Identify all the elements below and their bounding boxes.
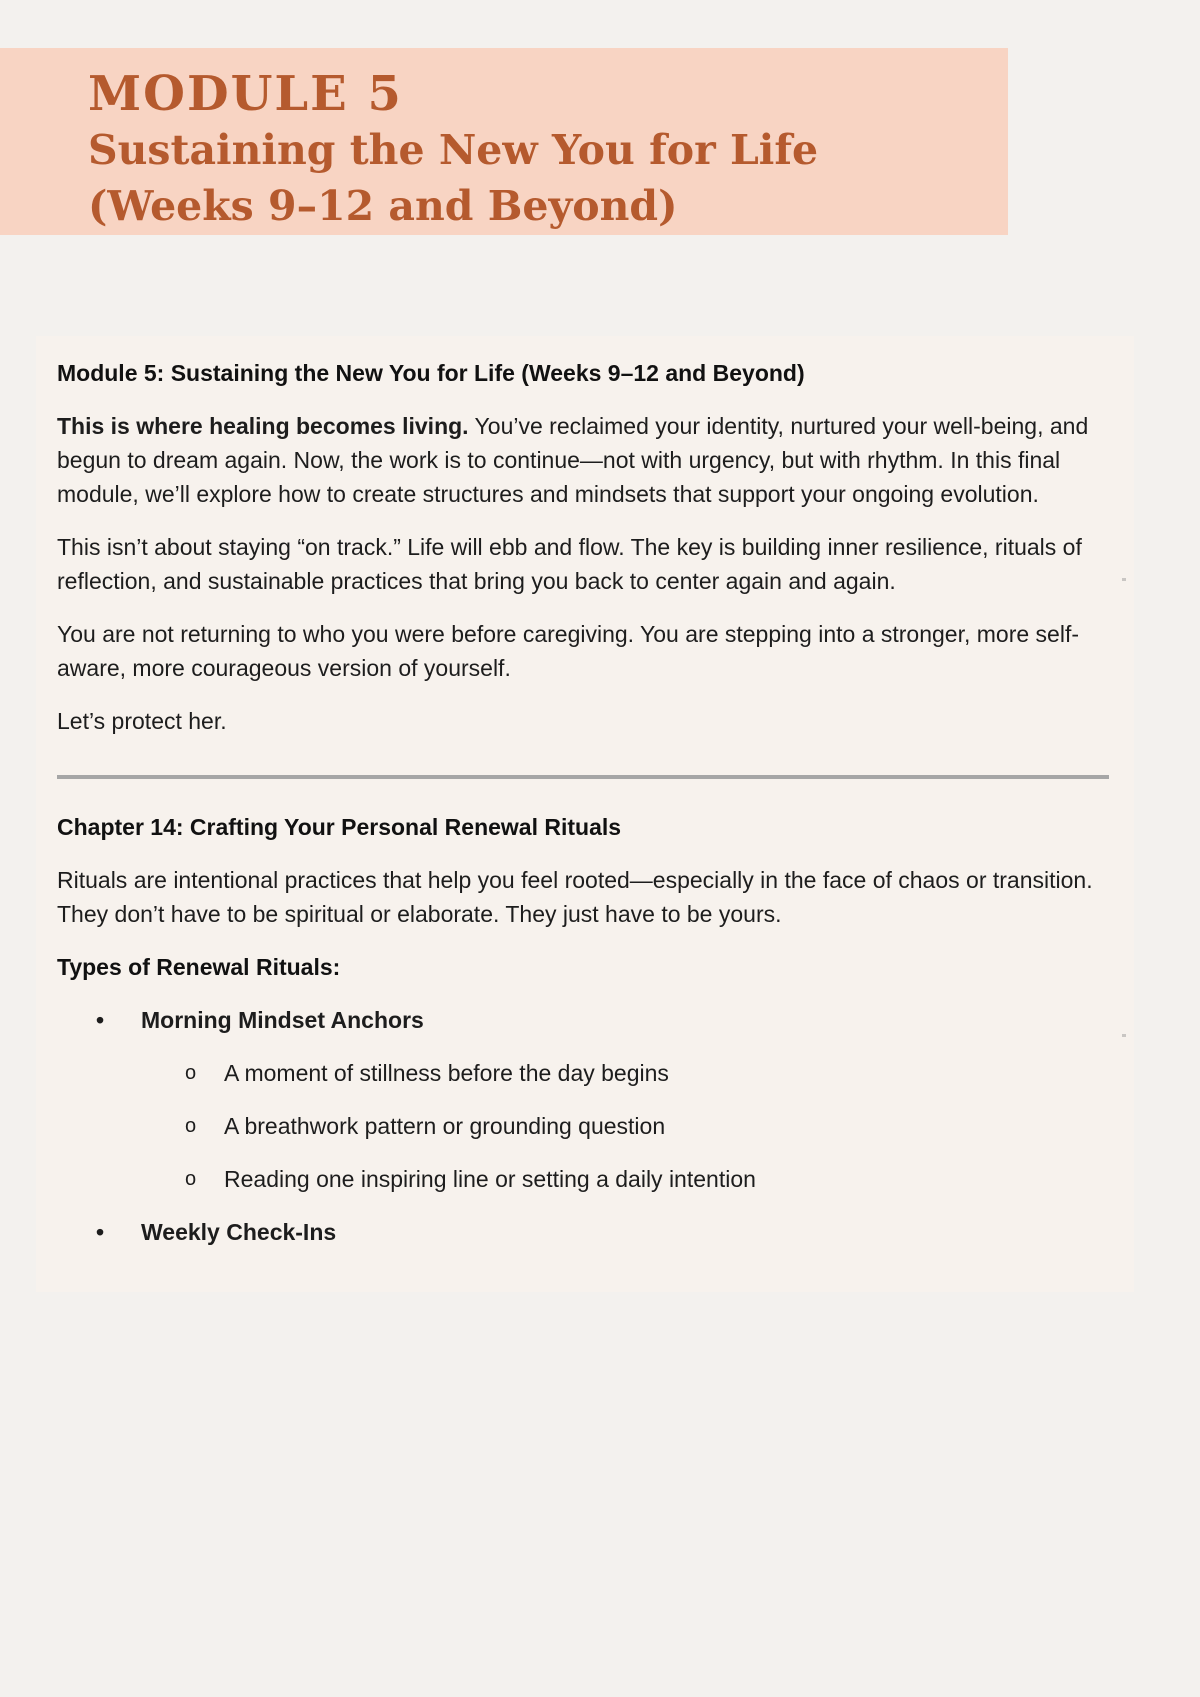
sublist-item-text: A breathwork pattern or grounding question [224,1113,666,1139]
sublist-item-text: Reading one inspiring line or setting a daily intention [224,1166,756,1192]
intro-text: You’ve reclaimed your identity, nurtured your well-being, and begun to dream again. Now, the work is to continue—not with urgency, but with rhythm. In this final module, we’ll explore how to create structures and mindsets that support your ongoing evolution. [57,413,1089,507]
rituals-types-heading: Types of Renewal Rituals: [57,954,341,980]
list-item-weekly-check-ins [57,1215,1127,1249]
bullet-icon: • [96,1007,105,1033]
list-item-morning-anchors [57,1003,1127,1196]
chapter-heading: Chapter 14: Crafting Your Personal Renewal Rituals [57,814,622,840]
hollow-bullet-icon: o [185,1062,197,1084]
chapter-intro: Rituals are intentional practices that help you feel rooted—especially in the face of chaos or transition. They don’t have to be spiritual or elaborate. They just have to be yours. [57,867,1093,927]
rituals-list [57,1003,1127,1249]
module-heading: Module 5: Sustaining the New You for Life (Weeks 9–12 and Beyond) [57,360,805,386]
ritual-sublist [141,1056,1127,1196]
hollow-bullet-icon: o [185,1168,197,1190]
ritual-label: Weekly Check-Ins [141,1219,337,1245]
hollow-bullet-icon: o [185,1115,197,1137]
sublist-item-text: A moment of stillness before the day begins [224,1060,669,1086]
paragraph-protect-her: Let’s protect her. [57,708,227,734]
paragraph-ebb-and-flow: This isn’t about staying “on track.” Life will ebb and flow. The key is building inner resilience, rituals of reflection, and sustainable practices that bring you back to center again and again. [57,534,1082,594]
sublist-item [141,1109,1127,1143]
module-label: MODULE 5 [88,66,403,122]
sublist-item [141,1162,1127,1196]
bullet-icon: • [96,1219,105,1245]
paragraph-not-returning: You are not returning to who you were before caregiving. You are stepping into a stronger, more self-aware, more courageous version of yourself. [57,621,1080,681]
intro-paragraph [57,409,1127,511]
ritual-label: Morning Mindset Anchors [141,1007,424,1033]
section-divider [57,775,1109,779]
document-body [57,356,1127,1268]
module-subtitle: Sustaining the New You for Life (Weeks 9–12 and Beyond) [88,126,819,230]
sublist-item [141,1056,1127,1090]
intro-bold-lead: This is where healing becomes living. [57,413,469,439]
